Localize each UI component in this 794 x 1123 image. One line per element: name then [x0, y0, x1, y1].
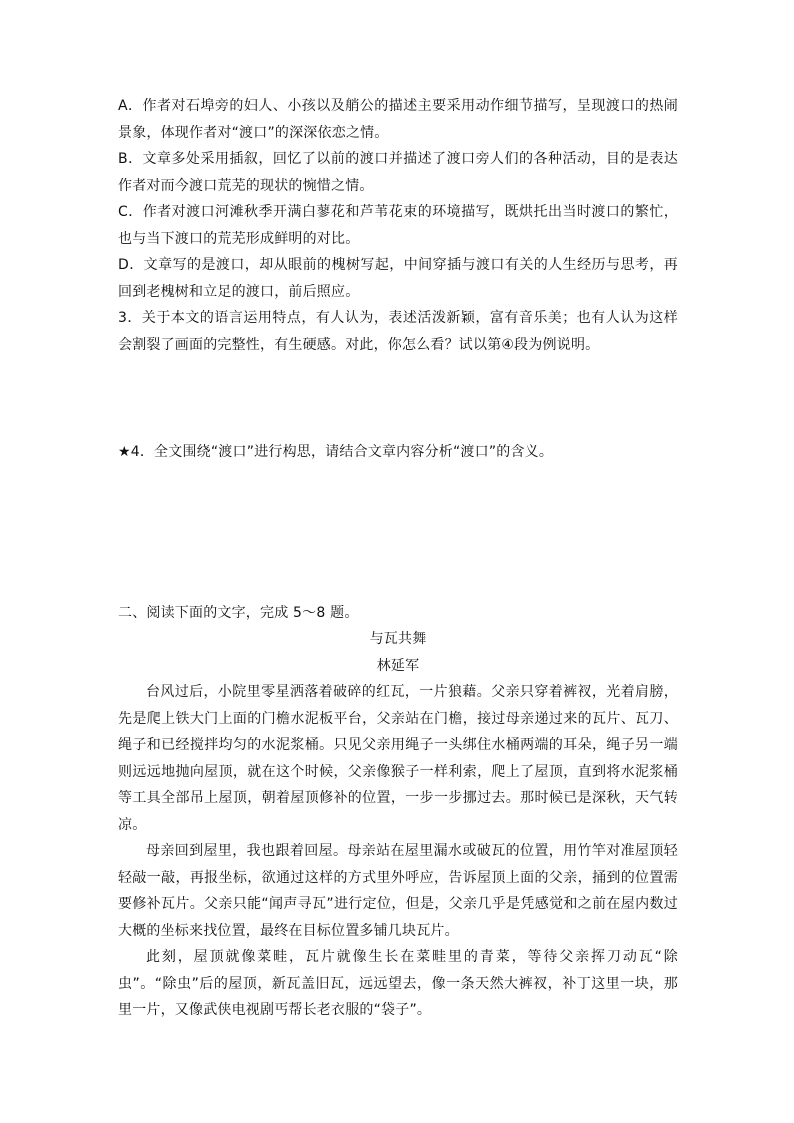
- option-c: C．作者对渡口河滩秋季开满白蓼花和芦苇花束的环境描写，既烘托出当时渡口的繁忙，也与当下渡口的荒芜形成鲜明的对比。: [118, 204, 678, 247]
- option-a: A．作者对石埠旁的妇人、小孩以及艄公的描述主要采用动作细节描写，呈现渡口的热闹景象，体现作者对“渡口”的深深依恋之情。: [118, 98, 678, 141]
- option-b: B．文章多处采用插叙，回忆了以前的渡口并描述了渡口旁人们的各种活动，目的是表达作者对而今渡口荒芜的现状的惋惜之情。: [118, 151, 678, 194]
- article-author: 林延军: [376, 657, 420, 674]
- answer-space-q3: [118, 358, 678, 439]
- article-title: 与瓦共舞: [369, 631, 427, 647]
- document-body: [118, 93, 678, 1024]
- article-paragraph-2: 母亲回到屋里，我也跟着回屋。母亲站在屋里漏水或破瓦的位置，用竹竿对准屋顶轻轻敲一敲，再报坐标，欲通过这样的方式里外呼应，告诉屋顶上面的父亲，捅到的位置需要修补瓦片。父亲只能“闻声寻瓦”进行定位，但是，父亲几乎是凭感觉和之前在屋内数过大概的坐标来找位置，最终在目标位置多铺几块瓦片。: [118, 843, 678, 939]
- article-paragraph-1: 台风过后，小院里零星洒落着破碎的红瓦，一片狼藉。父亲只穿着裤衩，光着肩膀，先是爬上铁大门上面的门檐水泥板平台，父亲站在门檐，接过母亲递过来的瓦片、瓦刀、绳子和已经搅拌均匀的水泥浆桶。只见父亲用绳子一头绑住水桶两端的耳朵，绳子另一端则远远地抛向屋顶，就在这个时候，父亲像猴子一样利索，爬上了屋顶，直到将水泥浆桶等工具全部吊上屋顶，朝着屋顶修补的位置，一步一步挪过去。那时候已是深秋，天气转凉。: [118, 684, 678, 833]
- article-paragraph-3: 此刻，屋顶就像菜畦，瓦片就像生长在菜畦里的青菜，等待父亲挥刀动瓦“除虫”。“除虫”后的屋顶，新瓦盖旧瓦，远远望去，像一条天然大裤衩，补丁这里一块，那里一片，又像武侠电视剧丐帮长老衣服的“袋子”。: [118, 949, 678, 1018]
- section-heading: 二、阅读下面的文字，完成 5～8 题。: [118, 604, 359, 621]
- question-3: 3．关于本文的语言运用特点，有人认为，表述活泼新颖，富有音乐美；也有人认为这样会割裂了画面的完整性，有生硬感。对此，你怎么看？试以第④段为例说明。: [118, 310, 678, 353]
- question-4: ★4．全文围绕“渡口”进行构思，请结合文章内容分析“渡口”的含义。: [118, 444, 554, 460]
- option-d: D．文章写的是渡口，却从眼前的槐树写起，中间穿插与渡口有关的人生经历与思考，再回到老槐树和立足的渡口，前后照应。: [118, 257, 678, 300]
- answer-space-q4: [118, 466, 678, 600]
